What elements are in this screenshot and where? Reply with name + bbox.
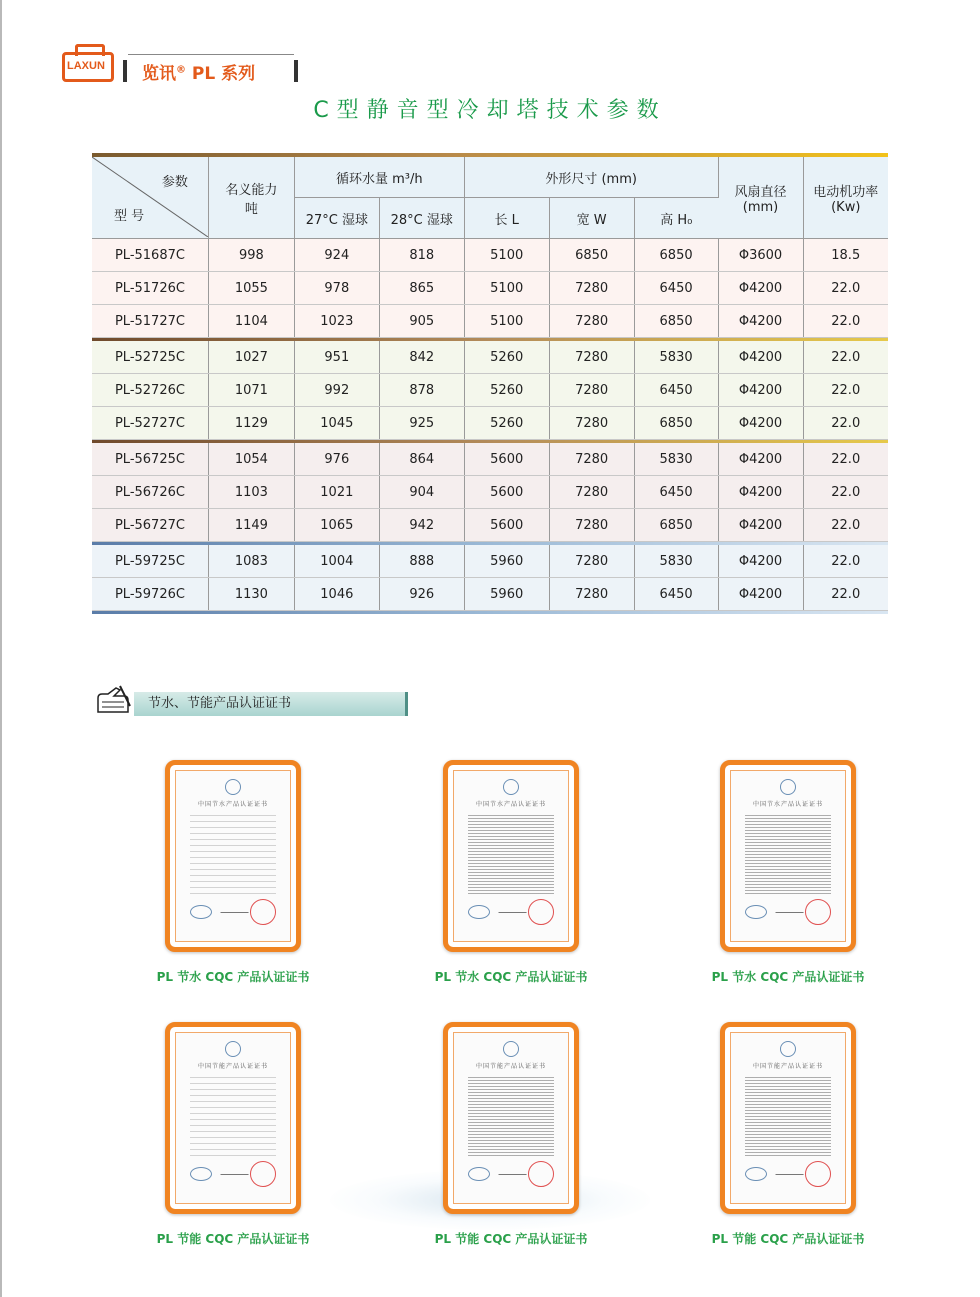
table-row (92, 578, 888, 611)
value-cell: 1054 (208, 443, 294, 476)
value-cell: 1027 (208, 341, 294, 374)
value-cell: 5600 (464, 476, 549, 509)
model-cell: PL-59726C (92, 578, 208, 611)
model-cell: PL-56725C (92, 443, 208, 476)
value-cell: 5100 (464, 272, 549, 305)
value-cell: 1083 (208, 545, 294, 578)
value-cell: 5260 (464, 407, 549, 440)
value-cell: 5100 (464, 239, 549, 272)
height-header: 高 H₀ (634, 198, 718, 239)
param-model-header (92, 157, 208, 239)
value-cell: 818 (379, 239, 464, 272)
cqc-mark-icon (745, 1167, 767, 1181)
value-cell: 992 (294, 374, 379, 407)
value-cell: 978 (294, 272, 379, 305)
value-cell: 5260 (464, 341, 549, 374)
certificate-image (720, 760, 856, 952)
capacity-header: 名义能力 吨 (208, 157, 294, 239)
value-cell: Φ4200 (718, 443, 803, 476)
value-cell: 22.0 (803, 578, 888, 611)
certificate-caption: PL 节能 CQC 产品认证证书 (711, 1232, 865, 1246)
value-cell: Φ4200 (718, 407, 803, 440)
hand-writing-icon (94, 684, 134, 716)
certificate-image (165, 1022, 301, 1214)
value-cell: 18.5 (803, 239, 888, 272)
certificate-caption: PL 节水 CQC 产品认证证书 (156, 970, 310, 984)
value-cell: 5830 (634, 341, 718, 374)
width-header: 宽 W (549, 198, 634, 239)
value-cell: Φ4200 (718, 305, 803, 338)
value-cell: 1046 (294, 578, 379, 611)
table-row (92, 407, 888, 440)
table-row (92, 305, 888, 338)
value-cell: 7280 (549, 374, 634, 407)
model-cell: PL-52726C (92, 374, 208, 407)
certificate-caption: PL 节能 CQC 产品认证证书 (434, 1232, 588, 1246)
value-cell: 7280 (549, 341, 634, 374)
certificate-paper (453, 770, 569, 942)
table-row (92, 341, 888, 374)
certificate-text-lines (745, 815, 831, 895)
red-seal-icon (528, 1161, 554, 1187)
value-cell: Φ4200 (718, 476, 803, 509)
value-cell: Φ3600 (718, 239, 803, 272)
signature (220, 904, 251, 913)
left-page-rule (0, 0, 2, 1297)
certificate-paper (175, 770, 291, 942)
flow-28-header: 28°C 湿球 (379, 198, 464, 239)
value-cell: 1129 (208, 407, 294, 440)
certificate-image (443, 760, 579, 952)
certificate-heading: 中国节能产品认证证书 (197, 1063, 268, 1070)
motor-power-header: 电动机功率 (Kw) (803, 157, 888, 239)
value-cell: 22.0 (803, 407, 888, 440)
certificate-text-lines (190, 815, 276, 895)
signature (498, 1166, 529, 1175)
certificate-text-lines (468, 815, 554, 895)
table-row (92, 374, 888, 407)
value-cell: Φ4200 (718, 341, 803, 374)
value-cell: 7280 (549, 545, 634, 578)
cqc-emblem-icon (780, 779, 796, 795)
value-cell: 1055 (208, 272, 294, 305)
red-seal-icon (805, 899, 831, 925)
brand-rule (128, 54, 294, 55)
table-row (92, 443, 888, 476)
flow-header: 循环水量 m³/h (294, 157, 464, 198)
value-cell: 5960 (464, 545, 549, 578)
brand-title (142, 59, 255, 84)
value-cell: 1130 (208, 578, 294, 611)
certificate-caption: PL 节水 CQC 产品认证证书 (434, 970, 588, 984)
model-cell: PL-59725C (92, 545, 208, 578)
model-cell: PL-52725C (92, 341, 208, 374)
value-cell: 6850 (634, 305, 718, 338)
value-cell: 22.0 (803, 476, 888, 509)
value-cell: 6450 (634, 272, 718, 305)
value-cell: 864 (379, 443, 464, 476)
value-cell: 1023 (294, 305, 379, 338)
red-seal-icon (250, 899, 276, 925)
certificate-caption: PL 节水 CQC 产品认证证书 (711, 970, 865, 984)
value-cell: 5600 (464, 509, 549, 542)
cqc-emblem-icon (225, 779, 241, 795)
value-cell: 7280 (549, 443, 634, 476)
value-cell: 6850 (634, 407, 718, 440)
registered-mark: ® (176, 64, 186, 76)
value-cell: Φ4200 (718, 578, 803, 611)
cqc-emblem-icon (225, 1041, 241, 1057)
cqc-mark-icon (190, 905, 212, 919)
value-cell: 7280 (549, 272, 634, 305)
value-cell: 1149 (208, 509, 294, 542)
value-cell: 7280 (549, 305, 634, 338)
red-seal-icon (805, 1161, 831, 1187)
model-label: 型 号 (114, 209, 145, 224)
certificate-caption: PL 节能 CQC 产品认证证书 (156, 1232, 310, 1246)
certificate-image (443, 1022, 579, 1214)
cqc-mark-icon (190, 1167, 212, 1181)
certificate-paper (730, 1032, 846, 1204)
brand-name: 览讯 (142, 64, 176, 84)
cqc-emblem-icon (503, 779, 519, 795)
cqc-emblem-icon (503, 1041, 519, 1057)
certificate-text-lines (745, 1077, 831, 1157)
value-cell: 6850 (634, 239, 718, 272)
value-cell: 1004 (294, 545, 379, 578)
model-cell: PL-52727C (92, 407, 208, 440)
certificate-image (720, 1022, 856, 1214)
value-cell: 925 (379, 407, 464, 440)
certificate-paper (175, 1032, 291, 1204)
value-cell: 878 (379, 374, 464, 407)
value-cell: 5260 (464, 374, 549, 407)
value-cell: 1045 (294, 407, 379, 440)
value-cell: 22.0 (803, 443, 888, 476)
table-row (92, 272, 888, 305)
page-title: C型静音型冷却塔技术参数 (313, 98, 667, 123)
value-cell: Φ4200 (718, 374, 803, 407)
value-cell: 926 (379, 578, 464, 611)
value-cell: 7280 (549, 509, 634, 542)
value-cell: 998 (208, 239, 294, 272)
value-cell: Φ4200 (718, 272, 803, 305)
cqc-mark-icon (745, 905, 767, 919)
signature (775, 1166, 806, 1175)
value-cell: 904 (379, 476, 464, 509)
value-cell: 976 (294, 443, 379, 476)
table-row (92, 239, 888, 272)
value-cell: 942 (379, 509, 464, 542)
table-row (92, 509, 888, 542)
value-cell: Φ4200 (718, 509, 803, 542)
section-tag: 节水、节能产品认证证书 (134, 692, 408, 716)
dims-header: 外形尺寸 (mm) (464, 157, 718, 198)
value-cell: 1103 (208, 476, 294, 509)
flow-27-header: 27°C 湿球 (294, 198, 379, 239)
value-cell: 951 (294, 341, 379, 374)
certificate-paper (730, 770, 846, 942)
value-cell: 22.0 (803, 545, 888, 578)
certificate-text-lines (468, 1077, 554, 1157)
signature (775, 904, 806, 913)
cqc-mark-icon (468, 1167, 490, 1181)
value-cell: 888 (379, 545, 464, 578)
certificate-heading: 中国节水产品认证证书 (752, 801, 823, 808)
value-cell: 924 (294, 239, 379, 272)
signature (220, 1166, 251, 1175)
certificate-image (165, 760, 301, 952)
value-cell: 7280 (549, 476, 634, 509)
value-cell: 22.0 (803, 374, 888, 407)
value-cell: 1071 (208, 374, 294, 407)
value-cell: 1104 (208, 305, 294, 338)
diagonal-divider (92, 157, 208, 237)
value-cell: 6450 (634, 476, 718, 509)
value-cell: 22.0 (803, 305, 888, 338)
value-cell: 7280 (549, 407, 634, 440)
value-cell: 22.0 (803, 509, 888, 542)
value-cell: 905 (379, 305, 464, 338)
model-cell: PL-56727C (92, 509, 208, 542)
value-cell: 6850 (634, 509, 718, 542)
model-cell: PL-56726C (92, 476, 208, 509)
fan-dia-header: 风扇直径 (mm) (718, 157, 803, 239)
value-cell: 6850 (549, 239, 634, 272)
value-cell: 22.0 (803, 272, 888, 305)
value-cell: 1021 (294, 476, 379, 509)
cqc-emblem-icon (780, 1041, 796, 1057)
certificate-heading: 中国节水产品认证证书 (197, 801, 268, 808)
spec-table (92, 153, 888, 614)
red-seal-icon (250, 1161, 276, 1187)
model-cell: PL-51727C (92, 305, 208, 338)
table-body (92, 239, 888, 615)
brand-bar-left (123, 60, 127, 82)
value-cell: 865 (379, 272, 464, 305)
certificate-heading: 中国节能产品认证证书 (475, 1063, 546, 1070)
laxun-logo (62, 52, 114, 82)
table-row (92, 476, 888, 509)
value-cell: 5600 (464, 443, 549, 476)
logo-text: LAXUN (67, 60, 105, 72)
model-cell: PL-51726C (92, 272, 208, 305)
certificate-heading: 中国节能产品认证证书 (752, 1063, 823, 1070)
param-label: 参数 (161, 175, 188, 190)
length-header: 长 L (464, 198, 549, 239)
cqc-mark-icon (468, 905, 490, 919)
value-cell: 1065 (294, 509, 379, 542)
brand-bar-right (294, 60, 298, 82)
certificate-paper (453, 1032, 569, 1204)
certificate-text-lines (190, 1077, 276, 1157)
value-cell: 5830 (634, 545, 718, 578)
model-cell: PL-51687C (92, 239, 208, 272)
signature (498, 904, 529, 913)
certificate-heading: 中国节水产品认证证书 (475, 801, 546, 808)
brand-series: PL 系列 (186, 64, 256, 84)
value-cell: Φ4200 (718, 545, 803, 578)
value-cell: 22.0 (803, 341, 888, 374)
table-row (92, 545, 888, 578)
value-cell: 842 (379, 341, 464, 374)
value-cell: 5830 (634, 443, 718, 476)
value-cell: 7280 (549, 578, 634, 611)
table-bottom-rule (92, 611, 888, 615)
red-seal-icon (528, 899, 554, 925)
value-cell: 5960 (464, 578, 549, 611)
value-cell: 6450 (634, 578, 718, 611)
value-cell: 6450 (634, 374, 718, 407)
value-cell: 5100 (464, 305, 549, 338)
